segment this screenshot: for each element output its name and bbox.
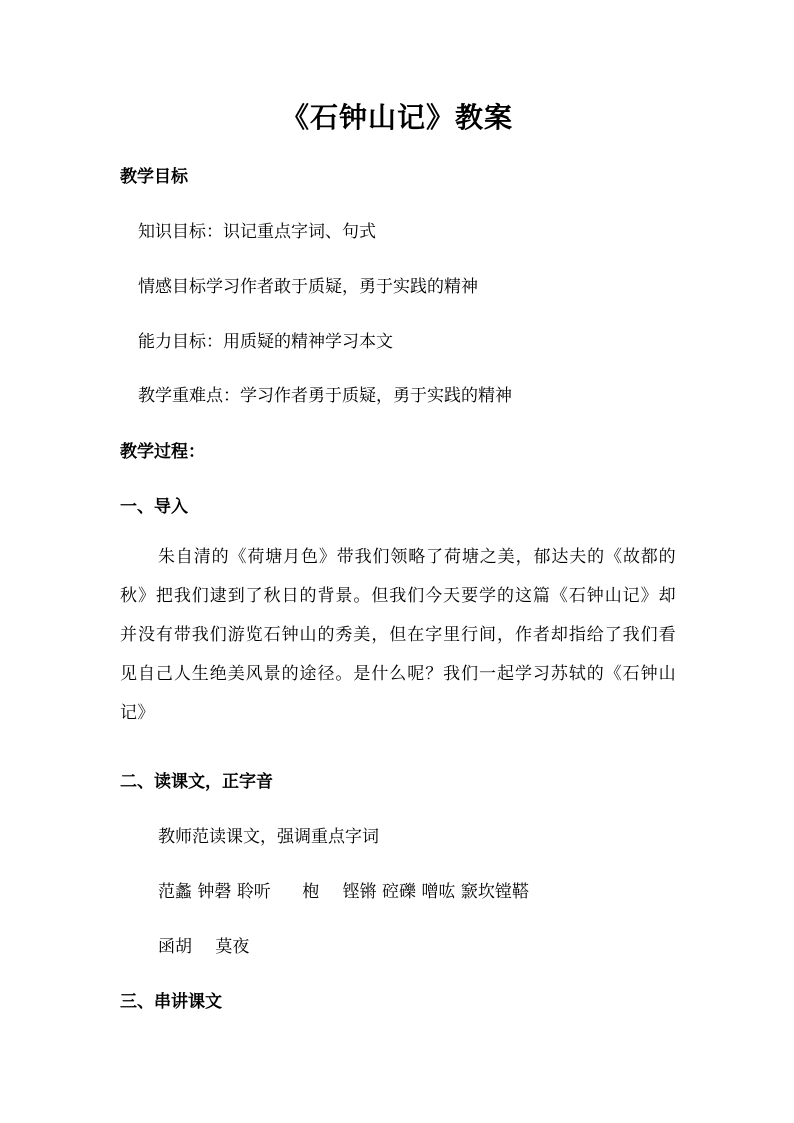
vocab-line-2 [158,932,249,957]
goal-knowledge: 知识目标：识记重点字词、句式 [138,222,376,242]
process-heading: 教学过程： [120,442,205,462]
vocab-word: 聆听 [236,882,271,902]
section-1-heading: 一、导入 [120,497,188,517]
page-title: 《石钟山记》教案 [280,101,513,134]
introduction-paragraph: 朱自清的《荷塘月色》带我们领略了荷塘之美，郁达夫的《故都的秋》把我们逮到了秋日的背景。但我们今天要学的这篇《石钟山记》却并没有带我们游览石钟山的秀美，但在字里行间，作者却指给了我们看见自己人生绝美风景的途径。是什么呢？我们一起学习苏轼的《石钟山记》 [120,547,676,723]
section-2-heading: 二、读课文，正字音 [120,772,273,792]
vocab-word: 枹 [302,882,320,902]
reading-intro: 教师范读课文，强调重点字词 [158,827,379,847]
goal-key-difficulty: 教学重难点：学习作者勇于质疑，勇于实践的精神 [138,386,512,406]
vocab-word: 硿礫 [382,882,417,902]
vocab-word: 莫夜 [215,937,250,957]
goal-ability: 能力目标：用质疑的精神学习本文 [138,332,393,352]
vocab-line-1 [158,877,529,902]
vocab-word: 范蠡 [158,882,192,902]
section-3-heading: 三、串讲课文 [120,992,222,1012]
vocab-word: 噌吰 [421,882,456,902]
vocab-word: 钟磬 [197,882,232,902]
vocab-word: 函胡 [158,937,192,957]
goals-heading: 教学目标 [120,167,188,187]
goal-emotion: 情感目标学习作者敢于质疑，勇于实践的精神 [138,277,478,297]
vocab-word: 铿锵 [342,882,377,902]
vocab-word: 窾坎镗鞳 [460,882,529,902]
